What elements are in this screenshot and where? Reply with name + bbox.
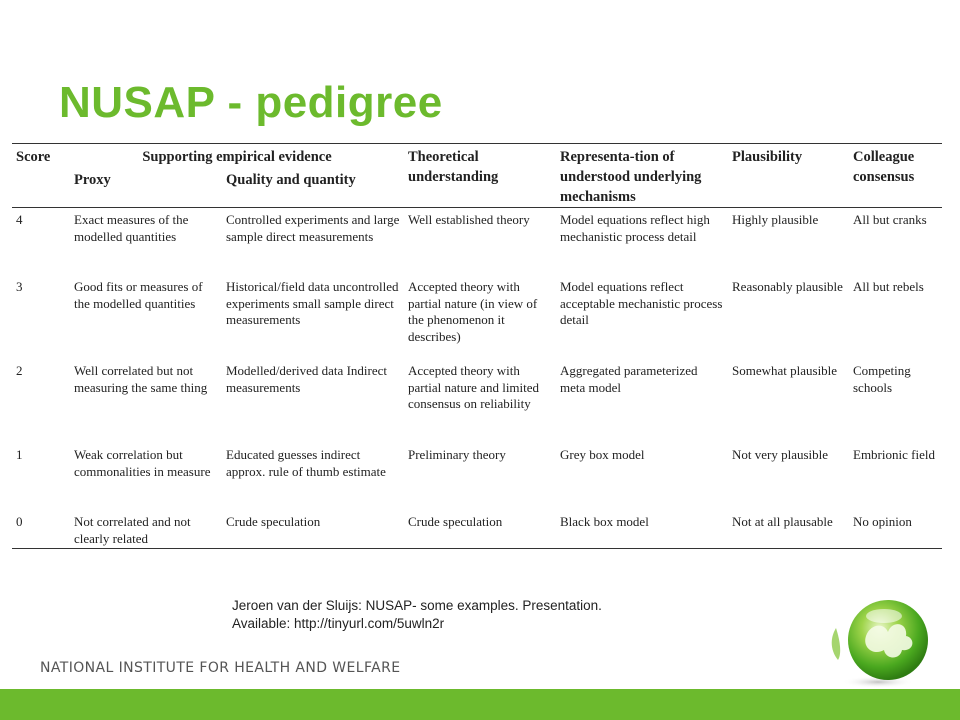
header-score: Score xyxy=(16,149,51,165)
cell-score: 1 xyxy=(16,447,23,462)
cell-consensus: All but rebels xyxy=(853,279,924,294)
citation-line-2: Available: http://tinyurl.com/5uwln2r xyxy=(232,616,445,631)
cell-theory: Accepted theory with partial nature and limited consensus on reliability xyxy=(408,363,540,411)
cell-plausibility: Somewhat plausible xyxy=(732,363,838,378)
cell-proxy: Exact measures of the modelled quantities xyxy=(74,212,189,244)
cell-plausibility: Not at all plausable xyxy=(732,514,833,529)
header-score-spacer xyxy=(12,168,70,208)
cell-score: 0 xyxy=(16,514,23,529)
cell-proxy: Not correlated and not clearly related xyxy=(74,514,191,546)
cell-quality: Educated guesses indirect approx. rule of thumb estimate xyxy=(226,447,386,479)
cell-theory: Accepted theory with partial nature (in view of the phenomenon it describes) xyxy=(408,279,538,344)
footer-bar xyxy=(0,689,960,720)
cell-theory: Well established theory xyxy=(408,212,530,227)
pedigree-table-container xyxy=(12,143,942,549)
cell-consensus: No opinion xyxy=(853,514,912,529)
cell-consensus: Embrionic field xyxy=(853,447,935,462)
pedigree-table xyxy=(12,144,942,548)
header-proxy: Proxy xyxy=(70,168,222,208)
header-evidence-group: Supporting empirical evidence xyxy=(142,149,332,165)
table-row xyxy=(12,208,942,276)
citation xyxy=(232,597,602,633)
cell-representation: Model equations reflect high mechanistic process detail xyxy=(560,212,710,244)
cell-consensus: Competing schools xyxy=(853,363,911,395)
cell-proxy: Weak correlation but commonalities in measure xyxy=(74,447,211,479)
table-row xyxy=(12,510,942,548)
institute-name: NATIONAL INSTITUTE FOR HEALTH AND WELFARE xyxy=(40,660,401,676)
table-row xyxy=(12,275,942,359)
cell-score: 4 xyxy=(16,212,23,227)
table-row xyxy=(12,359,942,443)
cell-quality: Modelled/derived data Indirect measurements xyxy=(226,363,387,395)
cell-quality: Controlled experiments and large sample direct measurements xyxy=(226,212,400,244)
slide-title: NUSAP - pedigree xyxy=(59,78,443,127)
cell-score: 2 xyxy=(16,363,23,378)
header-theory: Theoretical understanding xyxy=(404,144,556,208)
cell-proxy: Well correlated but not measuring the same thing xyxy=(74,363,208,395)
header-consensus: Colleague consensus xyxy=(849,144,942,208)
header-quality: Quality and quantity xyxy=(222,168,404,208)
table-row xyxy=(12,443,942,510)
cell-plausibility: Highly plausible xyxy=(732,212,819,227)
cell-representation: Black box model xyxy=(560,514,649,529)
cell-representation: Model equations reflect acceptable mechanistic process detail xyxy=(560,279,723,327)
cell-theory: Crude speculation xyxy=(408,514,503,529)
cell-theory: Preliminary theory xyxy=(408,447,506,462)
cell-quality: Historical/field data uncontrolled experiments small sample direct measurements xyxy=(226,279,399,327)
cell-plausibility: Not very plausible xyxy=(732,447,829,462)
cell-representation: Aggregated parameterized meta model xyxy=(560,363,698,395)
header-plausibility: Plausibility xyxy=(728,144,849,208)
cell-quality: Crude speculation xyxy=(226,514,321,529)
cell-representation: Grey box model xyxy=(560,447,645,462)
citation-line-1: Jeroen van der Sluijs: NUSAP- some examples. Presentation. xyxy=(232,598,602,613)
cell-plausibility: Reasonably plausible xyxy=(732,279,843,294)
table-header-row xyxy=(12,144,942,168)
header-representation: Representa-tion of understood underlying mechanisms xyxy=(556,144,728,208)
cell-score: 3 xyxy=(16,279,23,294)
green-sphere-logo-icon xyxy=(826,598,938,690)
cell-consensus: All but cranks xyxy=(853,212,927,227)
cell-proxy: Good fits or measures of the modelled quantities xyxy=(74,279,203,311)
